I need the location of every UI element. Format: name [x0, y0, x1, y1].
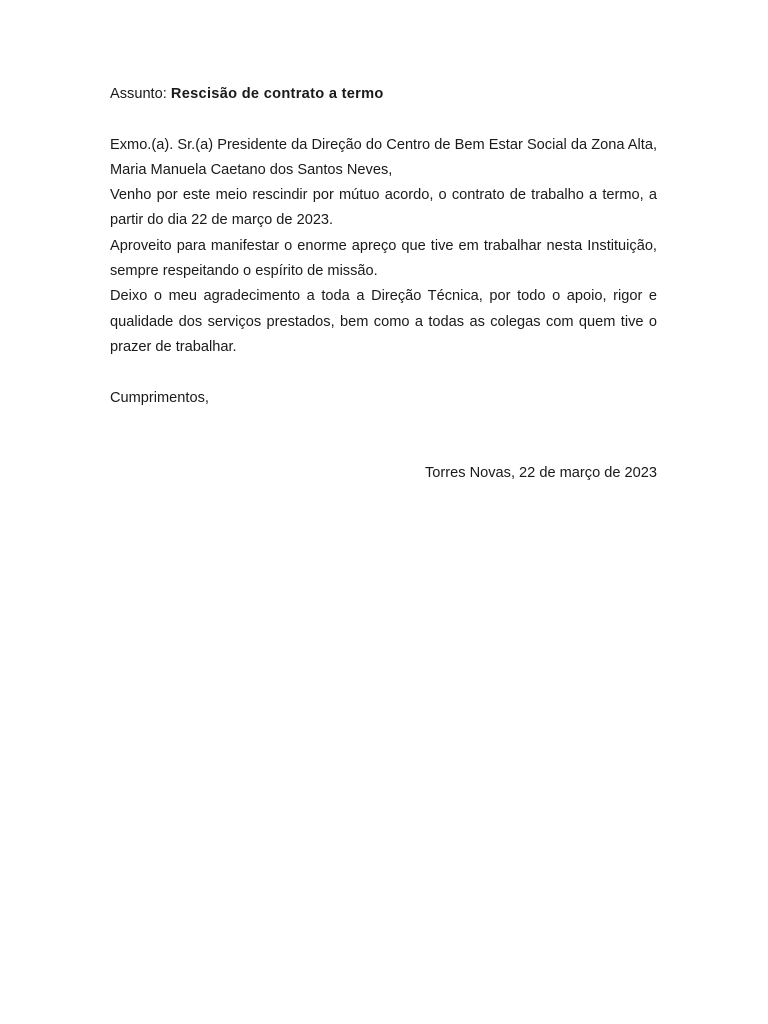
appreciation-paragraph: Aproveito para manifestar o enorme apreço que tive em trabalhar nesta Instituição, sempre respeitando o espírito de missão.: [110, 237, 657, 280]
rescission-paragraph: Venho por este meio rescindir por mútuo acordo, o contrato de trabalho a termo, a partir do dia 22 de março de 2023.: [110, 187, 657, 229]
subject-line: [110, 82, 657, 107]
thanks-paragraph: Deixo o meu agradecimento a toda a Direção Técnica, por todo o apoio, rigor e qualidade dos serviços prestados, bem como a todas as colegas com quem tive o prazer de trabalhar.: [110, 288, 657, 355]
place-date: Torres Novas, 22 de março de 2023: [424, 464, 657, 481]
subject-label: Assunto:: [110, 86, 167, 102]
letter-body: [110, 82, 657, 486]
subject-value: Rescisão de contrato a termo: [170, 86, 384, 102]
closing-text: Cumprimentos,: [110, 389, 209, 406]
letter-paragraphs: [110, 133, 657, 361]
salutation-paragraph: Exmo.(a). Sr.(a) Presidente da Direção do Centro de Bem Estar Social da Zona Alta, Maria Manuela Caetano dos Santos Neves,: [110, 136, 657, 178]
